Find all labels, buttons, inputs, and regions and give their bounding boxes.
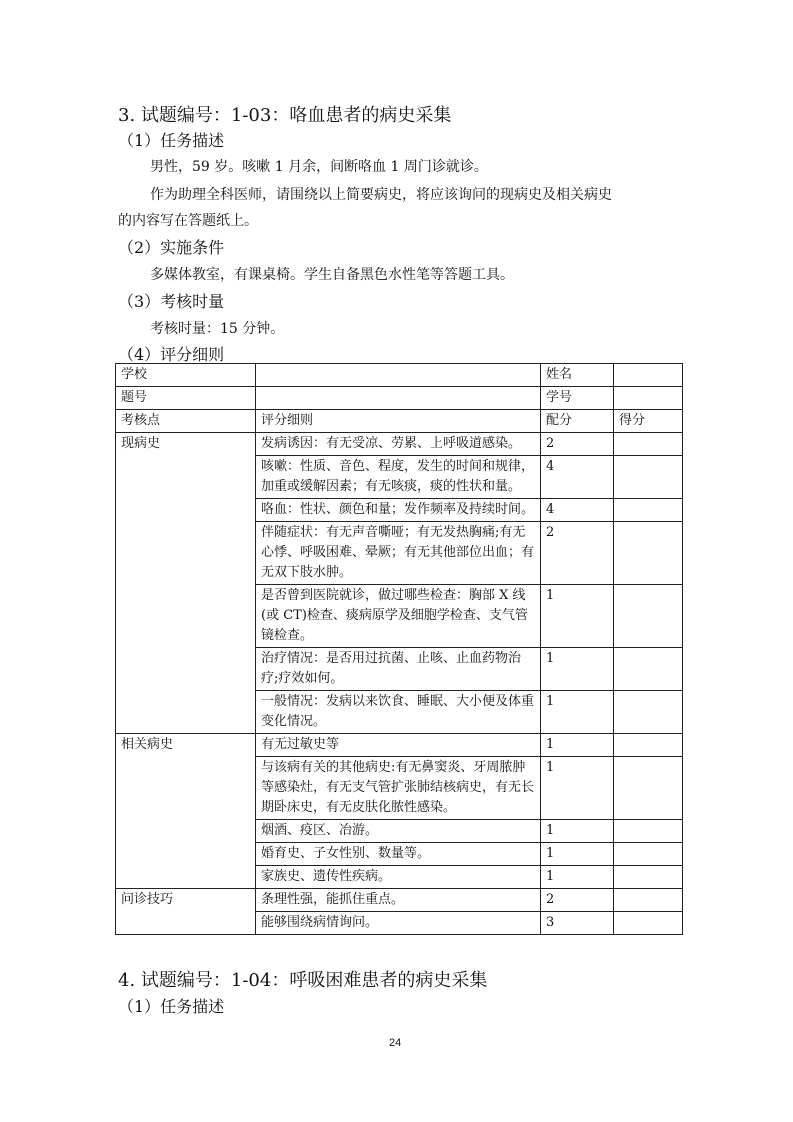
weight-cell: 1 bbox=[541, 820, 614, 843]
column-header-weight: 配分 bbox=[541, 410, 614, 433]
exam-time-title: （3）考核时量 bbox=[118, 292, 225, 311]
criteria-detail-cell: 一般情况：发病以来饮食、睡眠、大小便及体重变化情况。 bbox=[256, 691, 541, 734]
weight-cell: 2 bbox=[541, 522, 614, 585]
task-paragraph-2-line-1: 作为助理全科医师，请围绕以上简要病史，将应该询问的现病史及相关病史 bbox=[150, 187, 612, 203]
column-header-point: 考核点 bbox=[116, 410, 256, 433]
score-entry-cell[interactable] bbox=[614, 889, 683, 912]
criteria-detail-cell: 发病诱因：有无受凉、劳累、上呼吸道感染。 bbox=[256, 433, 541, 456]
score-entry-cell[interactable] bbox=[614, 691, 683, 734]
name-label: 姓名 bbox=[541, 364, 614, 387]
criteria-detail-cell: 治疗情况：是否用过抗菌、止咳、止血药物治疗;疗效如何。 bbox=[256, 648, 541, 691]
score-entry-cell[interactable] bbox=[614, 912, 683, 935]
criteria-detail-cell: 婚育史、子女性别、数量等。 bbox=[256, 843, 541, 866]
criteria-detail-cell: 是否曾到医院就诊，做过哪些检查：胸部 X 线(或 CT)检查、痰病原学及细胞学检查、支气管镜检查。 bbox=[256, 585, 541, 648]
score-entry-cell[interactable] bbox=[614, 866, 683, 889]
criteria-detail-cell: 烟酒、疫区、冶游。 bbox=[256, 820, 541, 843]
score-entry-cell[interactable] bbox=[614, 456, 683, 499]
weight-cell: 1 bbox=[541, 691, 614, 734]
table-row-school bbox=[116, 364, 683, 387]
weight-cell: 4 bbox=[541, 499, 614, 522]
weight-cell: 1 bbox=[541, 734, 614, 757]
assessment-point-cell: 现病史 bbox=[116, 433, 256, 734]
conditions-text: 多媒体教室，有课桌椅。学生自备黑色水性笔等答题工具。 bbox=[150, 267, 514, 283]
student-id-value[interactable] bbox=[614, 387, 683, 410]
weight-cell: 2 bbox=[541, 889, 614, 912]
score-entry-cell[interactable] bbox=[614, 585, 683, 648]
weight-cell: 2 bbox=[541, 433, 614, 456]
table-row bbox=[116, 889, 683, 912]
question-label: 题号 bbox=[116, 387, 256, 410]
rubric-title: （4）评分细则 bbox=[118, 345, 225, 364]
table-row bbox=[116, 433, 683, 456]
column-header-score: 得分 bbox=[614, 410, 683, 433]
section3-heading: 3. 试题编号：1-03：咯血患者的病史采集 bbox=[118, 105, 452, 126]
table-row-question bbox=[116, 387, 683, 410]
criteria-detail-cell: 咳嗽：性质、音色、程度，发生的时间和规律，加重或缓解因素；有无咳痰，痰的性状和量。 bbox=[256, 456, 541, 499]
table-row bbox=[116, 734, 683, 757]
weight-cell: 1 bbox=[541, 585, 614, 648]
score-entry-cell[interactable] bbox=[614, 433, 683, 456]
school-value[interactable] bbox=[256, 364, 541, 387]
score-entry-cell[interactable] bbox=[614, 820, 683, 843]
student-id-label: 学号 bbox=[541, 387, 614, 410]
criteria-detail-cell: 咯血：性状、颜色和量；发作频率及持续时间。 bbox=[256, 499, 541, 522]
column-header-detail: 评分细则 bbox=[256, 410, 541, 433]
assessment-point-cell: 相关病史 bbox=[116, 734, 256, 889]
weight-cell: 3 bbox=[541, 912, 614, 935]
section4-task-title: （1）任务描述 bbox=[118, 997, 225, 1016]
school-label: 学校 bbox=[116, 364, 256, 387]
rubric-table bbox=[115, 363, 683, 935]
weight-cell: 1 bbox=[541, 843, 614, 866]
score-entry-cell[interactable] bbox=[614, 843, 683, 866]
task-paragraph-2-line-2: 的内容写在答题纸上。 bbox=[118, 213, 258, 229]
criteria-detail-cell: 与该病有关的其他病史:有无鼻窦炎、牙周脓肿等感染灶，有无支气管扩张肺结核病史，有无长期卧床史，有无皮肤化脓性感染。 bbox=[256, 757, 541, 820]
exam-time-text: 考核时量：15 分钟。 bbox=[150, 321, 285, 337]
score-entry-cell[interactable] bbox=[614, 522, 683, 585]
weight-cell: 4 bbox=[541, 456, 614, 499]
weight-cell: 1 bbox=[541, 757, 614, 820]
weight-cell: 1 bbox=[541, 648, 614, 691]
criteria-detail-cell: 有无过敏史等 bbox=[256, 734, 541, 757]
section4-heading: 4. 试题编号：1-04：呼吸困难患者的病史采集 bbox=[118, 970, 488, 991]
score-entry-cell[interactable] bbox=[614, 734, 683, 757]
question-value[interactable] bbox=[256, 387, 541, 410]
criteria-detail-cell: 伴随症状：有无声音嘶哑；有无发热胸痛;有无心悸、呼吸困难、晕厥；有无其他部位出血；有无双下肢水肿。 bbox=[256, 522, 541, 585]
name-value[interactable] bbox=[614, 364, 683, 387]
page-number: 24 bbox=[389, 1037, 402, 1049]
task-description-title: （1）任务描述 bbox=[118, 131, 225, 150]
score-entry-cell[interactable] bbox=[614, 757, 683, 820]
criteria-detail-cell: 条理性强，能抓住重点。 bbox=[256, 889, 541, 912]
criteria-detail-cell: 能够围绕病情询问。 bbox=[256, 912, 541, 935]
task-paragraph-1: 男性，59 岁。咳嗽 1 月余，间断咯血 1 周门诊就诊。 bbox=[150, 159, 488, 175]
assessment-point-cell: 问诊技巧 bbox=[116, 889, 256, 935]
score-entry-cell[interactable] bbox=[614, 499, 683, 522]
score-entry-cell[interactable] bbox=[614, 648, 683, 691]
weight-cell: 1 bbox=[541, 866, 614, 889]
table-header-row bbox=[116, 410, 683, 433]
conditions-title: （2）实施条件 bbox=[118, 238, 225, 257]
criteria-detail-cell: 家族史、遗传性疾病。 bbox=[256, 866, 541, 889]
